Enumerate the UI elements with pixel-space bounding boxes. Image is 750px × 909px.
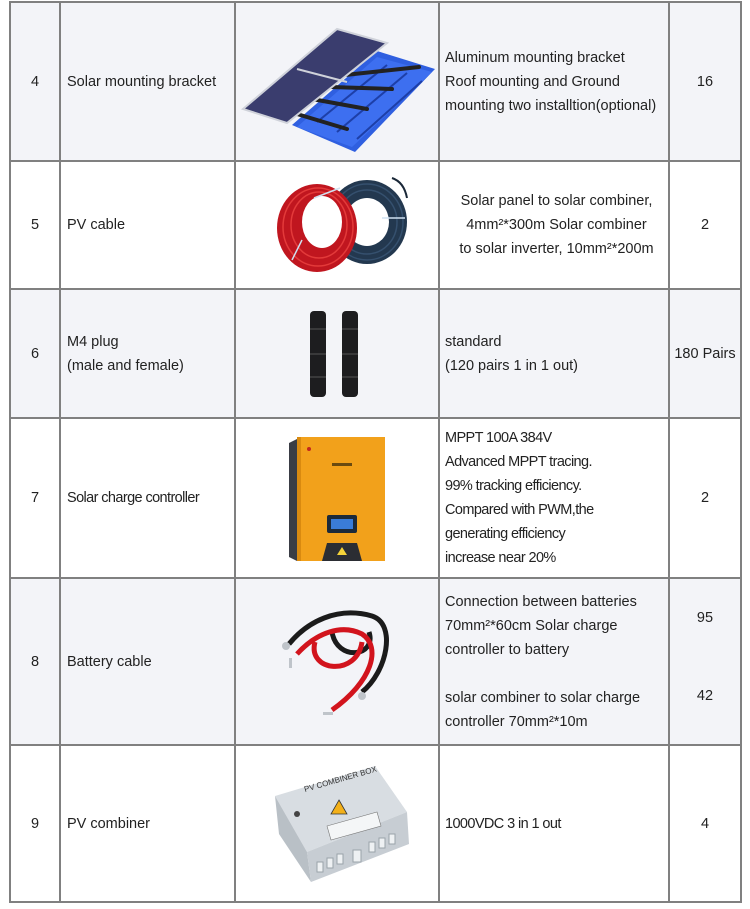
m4-plug-image <box>302 309 372 399</box>
battery-cable-image <box>277 602 397 722</box>
item-image-cell <box>235 2 439 161</box>
item-name: Solar mounting bracket <box>60 2 235 161</box>
table-row <box>10 161 741 289</box>
item-description: standard (120 pairs 1 in 1 out) <box>439 289 669 418</box>
item-quantity: 2 <box>669 161 741 289</box>
row-number: 8 <box>10 578 60 745</box>
row-number: 6 <box>10 289 60 418</box>
item-image-cell <box>235 745 439 902</box>
item-quantity: 42 <box>696 687 714 704</box>
description-block: Connection between batteries 70mm²*60cm Solar charge controller to battery <box>445 593 637 658</box>
description-block: solar combiner to solar charge controller 70mm²*10m <box>445 689 641 730</box>
item-name: PV cable <box>60 161 235 289</box>
item-name: M4 plug (male and female) <box>60 289 235 418</box>
item-name: PV combiner <box>60 745 235 902</box>
pv-cable-image <box>262 170 412 280</box>
item-quantity: 2 <box>669 418 741 578</box>
solar-charge-controller-image <box>287 433 387 563</box>
item-image-cell <box>235 418 439 578</box>
item-description: Aluminum mounting bracket Roof mounting and Ground mounting two installtion(optional) <box>439 2 669 161</box>
row-number: 7 <box>10 418 60 578</box>
table-row <box>10 745 741 902</box>
item-image-cell <box>235 578 439 745</box>
table-row <box>10 2 741 161</box>
item-image-cell <box>235 161 439 289</box>
table-row <box>10 289 741 418</box>
item-quantity: 16 <box>669 2 741 161</box>
item-image-cell <box>235 289 439 418</box>
item-name: Solar charge controller <box>60 418 235 578</box>
item-description: MPPT 100A 384V Advanced MPPT tracing. 99% tracking efficiency. Compared with PWM,the generating efficiency increase near 20% <box>439 418 669 578</box>
row-number: 9 <box>10 745 60 902</box>
pv-combiner-image <box>257 754 417 894</box>
item-description: 1000VDC 3 in 1 out <box>439 745 669 902</box>
svg-text:PV COMBINER BOX: PV COMBINER BOX <box>303 764 378 794</box>
row-number: 5 <box>10 161 60 289</box>
item-quantity-cell <box>669 578 741 745</box>
table-row <box>10 578 741 745</box>
solar-mounting-bracket-image <box>237 7 437 157</box>
item-quantity: 180 Pairs <box>669 289 741 418</box>
item-description <box>439 578 669 745</box>
item-description: Solar panel to solar combiner, 4mm²*300m Solar combiner to solar inverter, 10mm²*200m <box>439 161 669 289</box>
item-quantity: 4 <box>669 745 741 902</box>
row-number: 4 <box>10 2 60 161</box>
table-row <box>10 418 741 578</box>
item-name: Battery cable <box>60 578 235 745</box>
item-quantity: 95 <box>696 609 714 626</box>
product-spec-table <box>9 1 742 903</box>
